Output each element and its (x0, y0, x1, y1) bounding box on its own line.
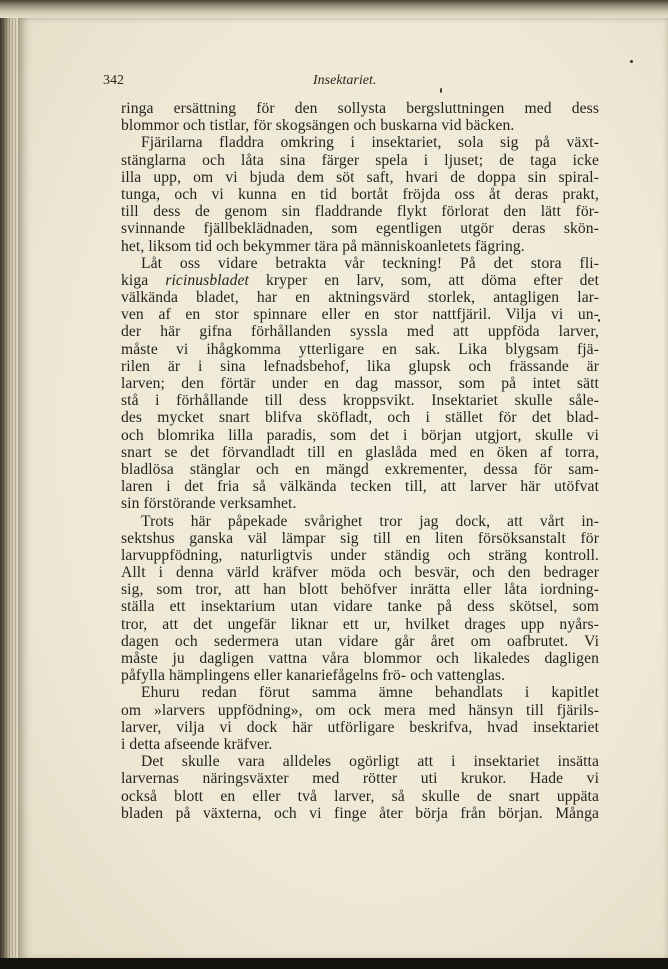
text-line: snart se det förvandladt till en glaslåda med en öken af torra, (121, 443, 599, 461)
running-title: Insektariet. (313, 73, 377, 88)
text-line: rilen är i sina lefnadsbehof, lika glupsk och frässande är (121, 357, 599, 375)
text-line: välkända bladet, har en aktningsvärd storlek, antagligen lar- (121, 289, 599, 307)
text-line: ringa ersättning för den sollysta bergsluttningen med dess (121, 100, 599, 117)
text-line: Fjärilarna fladdra omkring i insektariet, sola sig på växt- (141, 134, 599, 152)
text-line: laren i det fria så välkända tecken till, att larver här utöfvat (121, 478, 599, 496)
book-top-edge (0, 0, 668, 18)
text-line-with-italic (121, 272, 599, 289)
text-line: Låt oss vidare betrakta vår teckning! På det stora fli- (141, 254, 599, 272)
text-line: i detta afseende kräfver. (121, 735, 273, 753)
text-line: tunga, och vi kunna en tid bortåt fröjda oss åt deras prakt, (121, 185, 599, 203)
text-line: sektshus ganska väl lämpar sig till en liten försöksanstalt för (121, 529, 599, 547)
text-line: larven; den förtär under en dag massor, som på intet sätt (121, 375, 599, 392)
text-line: illa upp, om vi bjuda dem söt saft, hvari de doppa sin spiral- (121, 168, 599, 186)
scan-bottom-border (0, 958, 668, 969)
text-line: dagen och sedermera utan vidare går året om oafbrutet. Vi (121, 632, 599, 650)
text-line: sig, som tror, att han blott behöfver inrätta eller låta iordning- (121, 581, 599, 599)
text-line: larvuppfödning, naturligtvis under ständig och sträng kontroll. (121, 546, 599, 564)
book-page-edges (0, 0, 20, 962)
text-line: också blott en eller två larver, så skulle de snart uppäta (121, 787, 599, 805)
text-line: påfylla hämplingens eller kanariefågelns frö- och vattenglas. (121, 667, 506, 685)
text-line: der här gifna förhållanden syssla med att uppföda larver, (121, 323, 599, 341)
text-line: och blomrika lilla paradis, som det i början utgjort, skulle vi (121, 426, 599, 444)
text-line: blommor och tistlar, för skogsängen och buskarna vid bäcken. (121, 117, 515, 135)
text-line: tror, att det ungefär liknar ett ur, hvilket drages upp nyårs- (121, 615, 599, 633)
text-line: Det skulle vara alldeles ogörligt att i insektariet insätta (141, 753, 599, 771)
text-line: ställa ett insektarium utan vidare tanke på dess skötsel, som (121, 598, 599, 616)
text-line: Trots här påpekade svårighet tror jag dock, att vårt in- (141, 512, 599, 530)
page-number: 342 (103, 73, 124, 88)
text-line: sin förstörande verksamhet. (121, 495, 297, 513)
italic-term-ricinusbladet: ricinusbladet (165, 271, 249, 289)
dust-speck (630, 60, 633, 63)
text-line: måste ju dagligen vattna våra blommor och likaledes dagligen (121, 650, 599, 667)
text-line: om »larvers uppfödning», om ock mera med hänsyn till fjärils- (121, 701, 599, 719)
text-line: Allt i denna värld kräfver möda och besvär, och den bedrager (121, 564, 599, 582)
text-segment: kiga (121, 271, 166, 289)
text-line: het, liksom tid och bekymmer tära på människoanletets fägring. (121, 237, 525, 255)
text-line: Ehuru redan förut samma ämne behandlats i kapitlet (141, 684, 599, 702)
text-line: svinnande fjällbeklädnaden, som egentligen utgör deras skön- (121, 220, 599, 238)
body-text (121, 100, 599, 822)
text-line: bladlösa stänglar och en mängd exkrementer, dessa för sam- (121, 460, 599, 478)
text-line: måste vi ihågkomma ytterligare en sak. Lika blygsam fjä- (121, 340, 599, 358)
text-line: ven af en stor spinnare eller en stor nattfjäril. Vilja vi un- (121, 306, 599, 324)
text-line: larver, vilja vi dock här utförligare beskrifva, hvad insektariet (121, 718, 599, 736)
text-line: des mycket snart blifva sköfladt, och i stället för det blad- (121, 409, 599, 427)
text-line: till dess de genom sin fladdrande flykt förlorat den lätt för- (121, 203, 599, 221)
text-line: stå i förhållande till dess kroppsvikt. Insektariet skulle såle- (121, 392, 599, 410)
text-line: stänglarna och låta sina färger spela i ljuset; de taga icke (121, 151, 599, 169)
text-line: bladen på växterna, och vi finge åter börja från början. Många (121, 804, 599, 822)
text-line: larvernas näringsväxter med rötter uti krukor. Hade vi (121, 770, 599, 788)
text-segment: kryper en larv, som, att döma efter det (248, 271, 599, 289)
page-header (103, 73, 608, 91)
